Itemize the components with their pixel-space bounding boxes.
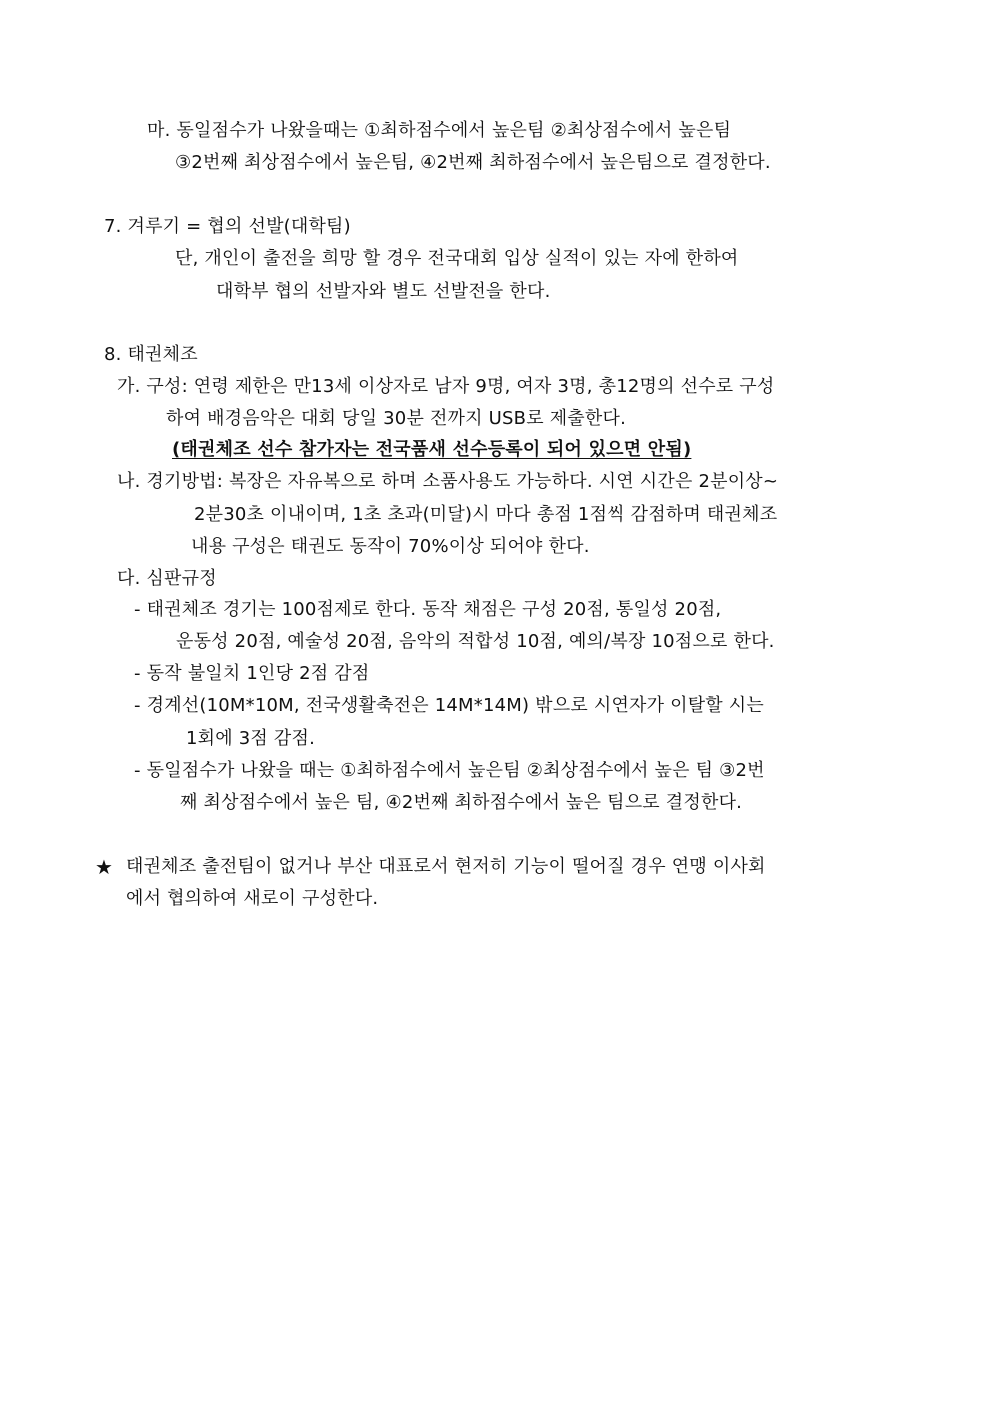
ga-line-1: 가. 구성: 연령 제한은 만13세 이상자로 남자 9명, 여자 3명, 총12명의 선수로 구성 [117, 376, 775, 397]
da-item-1-line-1: - 태권체조 경기는 100점제로 한다. 동작 채점은 구성 20점, 통일성 20점, [134, 599, 722, 620]
da-item-3-line-2: 1회에 3점 감점. [186, 728, 316, 749]
section-7-heading: 7. 겨루기 = 협의 선발(대학팀) [104, 216, 351, 237]
section-7-line-2: 대학부 협의 선발자와 별도 선발전을 한다. [216, 281, 551, 302]
section-7-line-1: 단, 개인이 출전을 희망 할 경우 전국대회 입상 실적이 있는 자에 한하여 [175, 248, 739, 269]
star-icon: ★ [95, 855, 113, 879]
da-item-1-line-2: 운동성 20점, 예술성 20점, 음악의 적합성 10점, 예의/복장 10점으로 한다. [176, 631, 775, 652]
da-item-4-line-2: 째 최상점수에서 높은 팀, ④2번째 최하점수에서 높은 팀으로 결정한다. [180, 792, 743, 813]
da-heading: 다. 심판규정 [117, 568, 217, 589]
star-note-line-2: 에서 협의하여 새로이 구성한다. [126, 888, 379, 909]
da-item-3-line-1: - 경계선(10M*10M, 전국생활축전은 14M*14M) 밖으로 시연자가 이탈할 시는 [134, 695, 764, 716]
na-line-3: 내용 구성은 태권도 동작이 70%이상 되어야 한다. [191, 536, 590, 557]
da-item-4-line-1: - 동일점수가 나왔을 때는 ①최하점수에서 높은팀 ②최상점수에서 높은 팀 ③2번 [134, 760, 765, 781]
ga-line-2: 하여 배경음악은 대회 당일 30분 전까지 USB로 제출한다. [166, 408, 626, 429]
ga-note-emphasis: (태권체조 선수 참가자는 전국품새 선수등록이 되어 있으면 안됨) [172, 439, 692, 460]
star-note-line-1: 태권체조 출전팀이 없거나 부산 대표로서 현저히 기능이 떨어질 경우 연맹 이사회 [126, 856, 766, 877]
da-item-2: - 동작 불일치 1인당 2점 감점 [134, 663, 370, 684]
ma-line-1: 마. 동일점수가 나왔을때는 ①최하점수에서 높은팀 ②최상점수에서 높은팀 [147, 120, 732, 141]
ma-line-2: ③2번째 최상점수에서 높은팀, ④2번째 최하점수에서 높은팀으로 결정한다. [175, 152, 771, 173]
section-8-heading: 8. 태권체조 [104, 344, 198, 365]
na-line-1: 나. 경기방법: 복장은 자유복으로 하며 소품사용도 가능하다. 시연 시간은 2분이상~ [117, 471, 779, 492]
na-line-2: 2분30초 이내이며, 1초 초과(미달)시 마다 총점 1점씩 감점하며 태권체조 [194, 504, 778, 525]
